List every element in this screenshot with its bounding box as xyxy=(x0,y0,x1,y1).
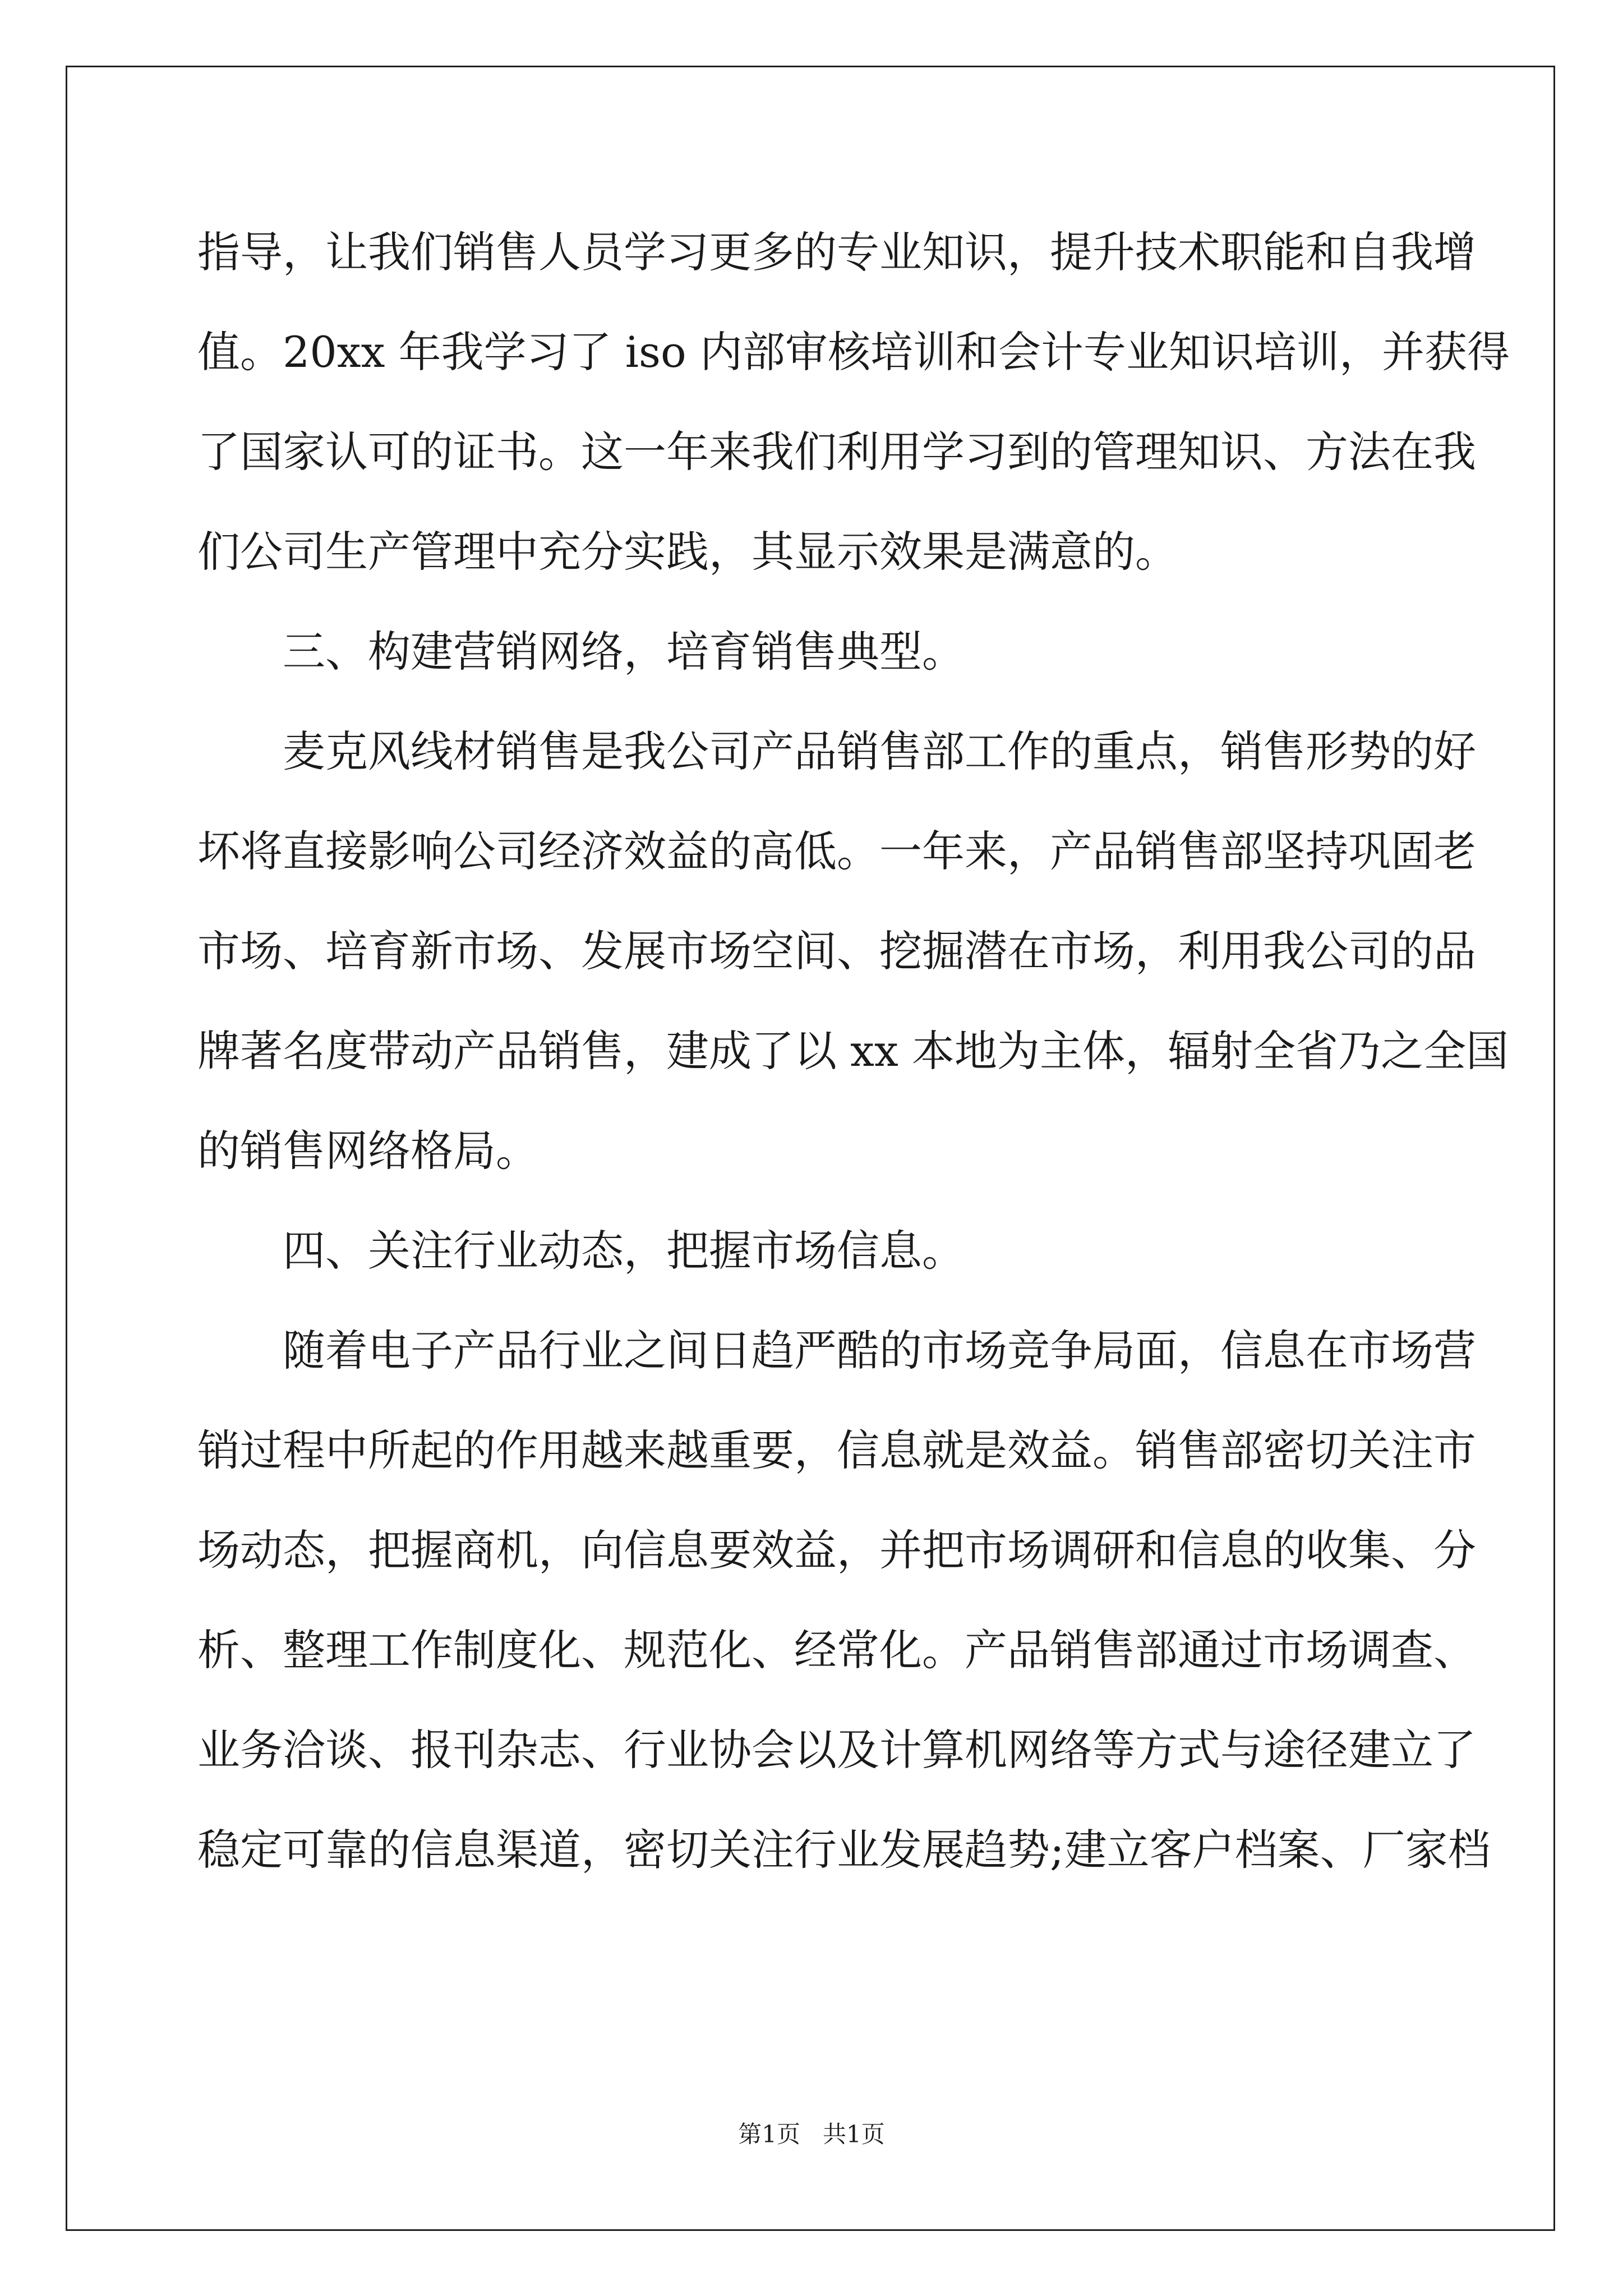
section-heading: 三、构建营销网络，培育销售典型。 xyxy=(283,627,965,677)
body-text-line: 值。20xx 年我学习了 iso 内部审核培训和会计专业知识培训，并获得 xyxy=(197,327,1510,377)
body-text-line: 场动态，把握商机，向信息要效益，并把市场调研和信息的收集、分 xyxy=(197,1525,1476,1575)
body-text-line: 随着电子产品行业之间日趋严酷的市场竞争局面，信息在市场营 xyxy=(283,1326,1476,1375)
body-text-line: 的销售网络格局。 xyxy=(197,1126,538,1176)
body-text-line: 指导，让我们销售人员学习更多的专业知识，提升技术职能和自我增 xyxy=(197,227,1476,277)
body-text-line: 麦克风线材销售是我公司产品销售部工作的重点，销售形势的好 xyxy=(283,726,1476,776)
section-heading: 四、关注行业动态，把握市场信息。 xyxy=(283,1226,965,1276)
body-text-line: 销过程中所起的作用越来越重要，信息就是效益。销售部密切关注市 xyxy=(197,1425,1476,1475)
body-text-line: 业务洽谈、报刊杂志、行业协会以及计算机网络等方式与途径建立了 xyxy=(197,1725,1476,1775)
body-text-line: 们公司生产管理中充分实践，其显示效果是满意的。 xyxy=(197,527,1178,577)
body-text-line: 坏将直接影响公司经济效益的高低。一年来，产品销售部坚持巩固老 xyxy=(197,826,1476,876)
body-text-line: 牌著名度带动产品销售，建成了以 xx 本地为主体，辐射全省乃之全国 xyxy=(197,1026,1509,1076)
body-text-line: 市场、培育新市场、发展市场空间、挖掘潜在市场，利用我公司的品 xyxy=(197,926,1476,976)
body-text-line: 析、整理工作制度化、规范化、经常化。产品销售部通过市场调查、 xyxy=(197,1625,1476,1675)
page-number-footer: 第1页 共1页 xyxy=(738,2120,885,2148)
body-text-line: 了国家认可的证书。这一年来我们利用学习到的管理知识、方法在我 xyxy=(197,427,1476,477)
body-text-line: 稳定可靠的信息渠道，密切关注行业发展趋势;建立客户档案、厂家档 xyxy=(197,1825,1491,1875)
